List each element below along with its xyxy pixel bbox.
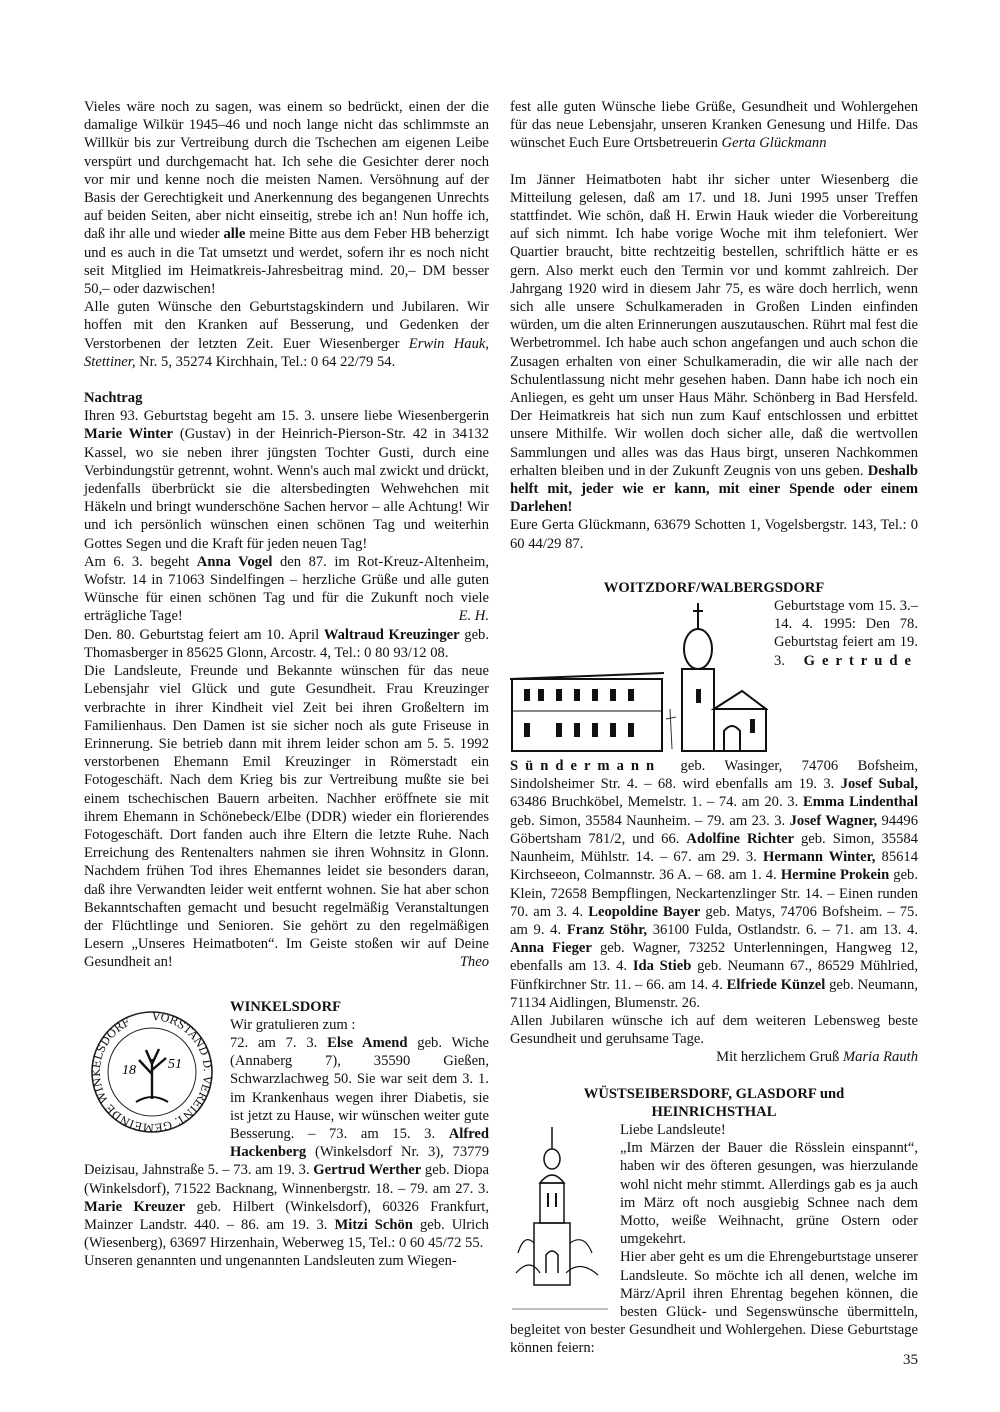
woitzdorf-closing: Allen Jubilaren wünsche ich auf dem weiteren Lebensweg beste Gesundheit und geruhsame Tage. [510,1012,918,1048]
nachtrag-paragraph: Am 6. 3. begeht Anna Vogel den 87. im Rot-Kreuz-Altenheim, Wofstr. 14 in 71063 Sindelfingen – herzliche Grüße und alle guten Wünsche für einen schönen Tag und für die Zukunft noch viele erträgliche Tage! E. H. [84,553,489,625]
nachtrag-heading: Nachtrag [84,390,143,407]
nachtrag-paragraph: Die Landsleute, Freunde und Bekannte wünschen für das neue Lebensjahr viel Glück und gute Gesundheit. Frau Kreuzinger verbrachte in ihrer Kindheit viel Zeit bei ihren Großeltern im Familienhaus. Den Damen ist sie sicher noch als gute Friseuse in Erinnerung. Sie betrieb dann mit ihrem leider schon am 5. 5. 1992 verstorbenen Ehemann Emil Kreuzinger in Römerstadt ein Fotogeschäft. Nach dem Krieg bis zur Vertreibung mußte sie bei einem tschechischen Bauern arbeiten. Nachher eröffnete sie mit ihrem Ehemann in Schönebeck/Elbe (DDR) wieder ein florierendes Fotogeschäft. Dort fanden auch ihre Eltern die letzte Ruhe. Nach Erreichung des Rentenalters nahmen sie ihren Wohnsitz in Glonn. Nachdem frühen Tod ihres Ehemannes leidet sie besonders daran, daß ihre Verwandten leider weit entfernt wohnen. Sie hat aber schon Bekanntschaften gemacht und besucht regelmäßig Veranstaltungen der Flüchtlinge und Senioren. Sie gehört zu den regelmäßigen Lesern „Unseres Heimatboten“. Im Geiste stoßen wir auf Deine Gesundheit an! Theo [84,663,489,971]
svg-text:51: 51 [168,1056,182,1072]
wuestseibersdorf-section [510,1085,918,1358]
nachtrag-paragraph: Ihren 93. Geburtstag begeht am 15. 3. unsere liebe Wiesenbergerin Marie Winter (Gustav) in der Heinrich-Pierson-Str. 42 in 34132 Kassel, wo sie neben ihrer jüngsten Tochter Gusti, durch eine Verbindungstür getrennt, wohnt. Wenn's auch mal zwickt und drückt, jedenfalls überbrückt sie die altersbedingten Wehwehchen mit Häkeln und bringt wunderschöne Sachen hervor – alle Achtung! Wir und ich persönlich wünschen einen schönen Tag und weiterhin Gottes Segen und die Kraft für jeden neuen Tag! [84,408,489,552]
association-seal [84,1004,224,1154]
greeting: Liebe Landsleute! [620,1121,726,1138]
left-column [84,98,489,1271]
nachtrag-paragraph: Den. 80. Geburtstag feiert am 10. April Waltraud Kreuzinger geb. Thomasberger in 85625 Glonn, Arcostr. 4, Tel.: 0 80 93/12 08. [84,626,490,661]
wuestseibersdorf-paragraph: „Im Märzen der Bauer die Rösslein einspannt“, haben wir des öfteren gesungen, was hierzulande wohl nicht mehr stimmt. Allerdings gab es ja auch im März oft noch ausgiebig Schnee nach dem Motto, weiße Weihnacht, grüne Ostern oder umgekehrt. [620,1140,918,1248]
continuation-paragraph: fest alle guten Wünsche liebe Grüße, Gesundheit und Wohlergehen für das neue Lebensjahr, unseren Kranken Genesung und Hilfe. Das wünschet Euch Eure Ortsbetreuerin Gerta Glückmann [510,99,918,152]
wuestseibersdorf-heading-2: HEINRICHSTHAL [651,1103,777,1120]
tower-illustration [510,1123,610,1319]
winkelsdorf-heading: WINKELSDORF [230,998,342,1015]
wishes-paragraph: Alle guten Wünsche den Geburtstagskindern und Jubilaren. Wir hoffen mit den Kranken auf Besserung, und Gedenken der Verstorbenen der letzten Zeit. Euer Wiesenberger Erwin Hauk, Stettiner, Nr. 5, 35274 Kirchhain, Tel.: 0 64 22/79 54. [84,299,489,370]
woitzdorf-signature: Mit herzlichem Gruß Maria Rauth [716,1049,918,1066]
intro-paragraph: Vieles wäre noch zu sagen, was einem so bedrückt, einen der die damalige Wilkür 1945–46 und noch lange nicht das schlimmste an Willkür bis zur Vertreibung durch die Tschechen am eigenen Leibe verspürt und durchgemacht hat. Ich sehe die Gesichter derer noch vor mir und kenne noch die meisten Namen. Versöhnung auf der Basis der Gerechtigkeit und Anerkennung des begangenen Unrechts auf beiden Seiten, aber nicht einseitig, strebe ich an! Nun hoffe ich, daß ihr alle und wieder alle meine Bitte aus dem Feber HB beherzigt und es auch in die Tat umsetzt und werdet, sofern ihr es noch nicht seit Mitglied im Heimatkreis-Jahresbeitrag mind. 20,– DM besser 50,– oder dazwischen! [84,99,490,298]
seal-icon [84,1004,220,1150]
svg-text:18: 18 [122,1062,136,1078]
woitzdorf-heading: WOITZDORF/WALBERGSDORF [603,579,825,596]
right-column [510,98,918,1358]
woitzdorf-section [510,579,918,1067]
winkelsdorf-birthdays: 72. am 7. 3. Else Amend geb. Wiche (Annaberg 7), 35590 Gießen, Schwarzlachweg 50. Sie war seit dem 3. 1. im Krankenhaus wegen ihrer Diabetis, sie ist jetzt zu Hause, wir wünschen weiter gute Besserung. – 73. am 15. 3. Alfred Hackenberg (Winkelsdorf Nr. 3), 73779 Deizisau, Jahnstraße 5. – 73. am 19. 3. Gertrud Werther geb. Diopa (Winkelsdorf), 71522 Backnang, Winnenbergstr. 18. – 79. am 27. 3. Marie Kreuzer geb. Hilbert (Winkelsdorf), 60326 Frankfurt, Mainzer Landstr. 440. – 86. am 19. 3. Mitzi Schön geb. Ulrich (Wiesenberg), 63697 Hirzenhain, Weberweg 15, Tel.: 0 60 45/72 55. [84,1034,490,1252]
treffen-paragraph: Im Jänner Heimatboten habt ihr sicher unter Wiesenberg die Mitteilung gelesen, daß am 17. und 18. Juni 1995 unser Treffen stattfindet. Wie schön, daß H. Erwin Hauk wieder die Vorbereitung auf sich nimmt. Ich habe vorige Woche mit ihm telefoniert. Wer Quartier braucht, bitte rechtzeitig bestellen, schriftlich hätte er es gern. Also merkt euch den Termin vor und kommt zahlreich. Der Jahrgang 1920 wird in diesem Jahr 75, es wäre doch herrlich, wenn sich alle unsere Schulkameraden in Großen Linden einfinden würden, um die alten Erinnerungen auszutauschen. Rührt mal fest die Werbetrommel. Ich habe auch schon angefangen und auch schon die Zusagen erhalten von einer Schulkameradin, die wir alle nach der Schulentlassung nicht mehr gesehen haben. Dann habe ich noch ein Anliegen, es geht um unser Haus Mähr. Schönberg in Bad Hersfeld. Der Heimatkreis hat sich nun zum Kauf entschlossen und erbittet unsere Mithilfe. Wir wollen doch sicher alle, daß die wertvollen Sammlungen und alles was das Haus birgt, unseren Nachkommen erhalten bleiben und in der Zukunft Zeugnis von uns geben. Deshalb helft mit, jeder wie er kann, mit einer Spende oder einem Darlehen! [510,171,918,516]
church-and-house-icon [510,599,768,755]
svg-text:VORSTAND D. VEREINT. GEMEINDE: VORSTAND D. VEREINT. GEMEINDE WINKELSDORF [89,1009,214,1134]
winkelsdorf-intro: Wir gratulieren zum : [230,1016,356,1033]
treffen-signature: Eure Gerta Glückmann, 63679 Schotten 1, Vogelsbergstr. 143, Tel.: 0 60 44/29 87. [510,517,918,552]
page-number: 35 [903,1352,918,1368]
winkelsdorf-closing: Unseren genannten und ungenannten Landsleuten zum Wiegen- [84,1253,457,1270]
winkelsdorf-section [84,998,489,1271]
village-illustration [510,599,768,757]
church-tower-icon [510,1123,610,1317]
wuestseibersdorf-paragraph: Hier aber geht es um die Ehrengeburtstage unserer Landsleute. So möchte ich all denen, welche im März/April ihren Ehrentag begehen können, die besten Glück- und Segenswünsche übermitteln, begleitet von bester Gesundheit und Wohlergehen. Diese Geburtstage können feiern: [510,1249,918,1357]
wuestseibersdorf-heading: WÜSTSEIBERSDORF, GLASDORF und [583,1085,845,1102]
woitzdorf-birthdays: Geburtstage vom 15. 3.–14. 4. 1995: Den 78. Geburtstag feiert am 19. 3. Gertrude Sündermann geb. Wasinger, 74706 Bofsheim, Sindolsheimer Str. 4. – 68. wird ebenfalls am 19. 3. Josef Subal, 63486 Bruchköbel, Memelstr. 1. – 74. am 20. 3. Emma Lindenthal geb. Simon, 35584 Naunheim. – 79. am 23. 3. Josef Wagner, 94496 Göbertsham 781/2, und 66. Adolfine Richter geb. Simon, 35584 Naunheim, Mühlstr. 14. – 67. am 29. 3. Hermann Winter, 85614 Kirchseeon, Colmannstr. 36 A. – 68. am 1. 4. Hermine Prokein geb. Klein, 72658 Bempflingen, Neckartenzlinger Str. 14. – Einen runden 70. am 3. 4. Leopoldine Bayer geb. Matys, 74706 Bofsheim. – 75. am 9. 4. Franz Stöhr, 36100 Fulda, Ostlandstr. 6. – 71. am 13. 4. Anna Fieger geb. Wagner, 73252 Unterlenningen, Hangweg 12, ebenfalls am 13. 4. Ida Stieb geb. Neumann 67., 86529 Mühlried, Fünfkirchner Str. 11. – 66. am 14. 4. Elfriede Künzel geb. Neumann, 71134 Aidlingen, Blumenstr. 26. [510,598,919,1011]
